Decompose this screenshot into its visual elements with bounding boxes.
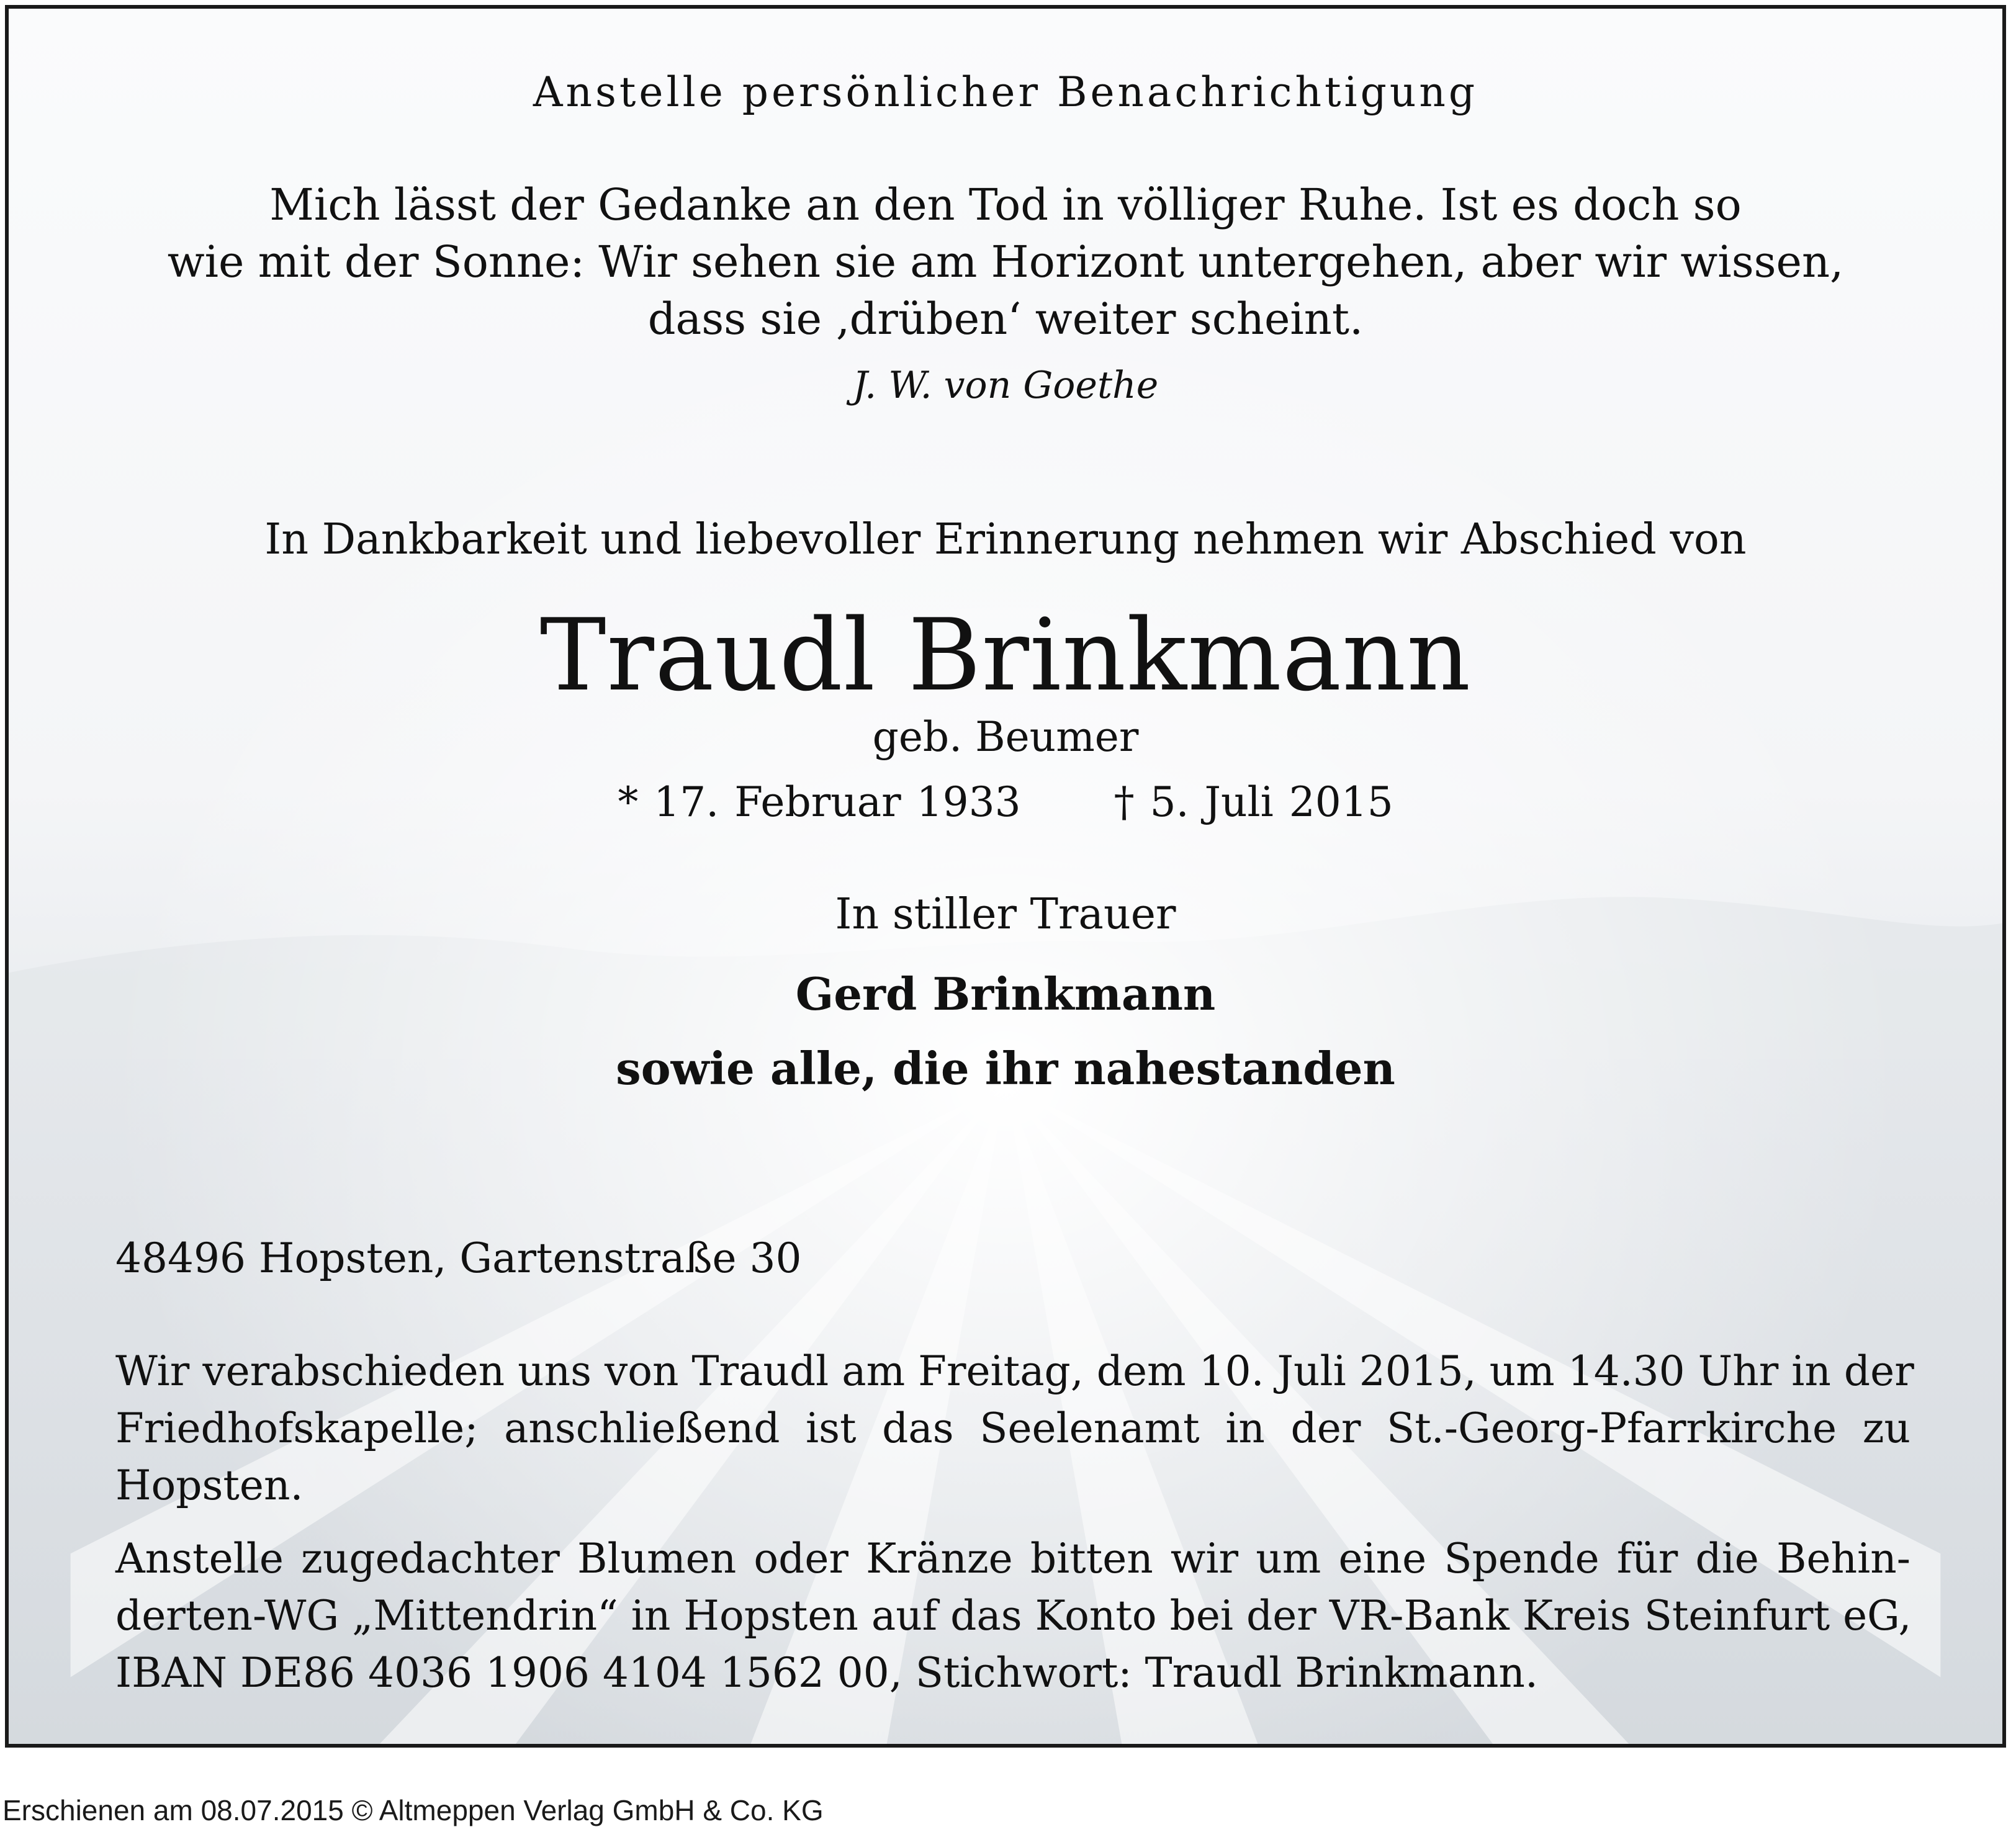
address: 48496 Hopsten, Gartenstraße 30 <box>115 1234 802 1282</box>
birth-date: * 17. Februar 1933 <box>618 778 1021 826</box>
funeral-details <box>115 1343 1914 1514</box>
mourner-name: Gerd Brinkmann <box>795 968 1216 1020</box>
quote-line: dass sie ‚drüben‘ weiter scheint. <box>647 294 1364 344</box>
funeral-line: Wir verabschieden uns von Traudl am Freitag, dem 10. Juli 2015, um 14.30 Uhr in der <box>115 1347 1914 1395</box>
intro-line: Anstelle persönlicher Benachrichtigung <box>533 68 1478 116</box>
mourners-others: sowie alle, die ihr nahestanden <box>616 1042 1395 1095</box>
quote-author: J. W. von Goethe <box>852 364 1159 407</box>
quote-line: wie mit der Sonne: Wir sehen sie am Horizont untergehen, aber wir wissen, <box>167 236 1844 287</box>
donation-line: derten-WG „Mittendrin“ in Hopsten auf das Konto bei der VR-Bank Kreis Steinfurt eG, <box>115 1592 1912 1640</box>
maiden-name: geb. Beumer <box>872 713 1139 761</box>
life-dates <box>9 778 2002 826</box>
deceased-name: Traudl Brinkmann <box>539 597 1472 713</box>
funeral-line: Friedhofskapelle; anschließend ist das Seelenamt in der St.-Georg-Pfarrkirche zu <box>115 1404 1910 1452</box>
death-date: † 5. Juli 2015 <box>1114 778 1393 826</box>
funeral-line: Hopsten. <box>115 1462 304 1509</box>
notice-content <box>9 9 2002 1744</box>
publication-footer: Erschienen am 08.07.2015 © Altmeppen Verlag GmbH & Co. KG <box>2 1794 824 1826</box>
goethe-quote <box>9 176 2002 348</box>
quote-line: Mich lässt der Gedanke an den Tod in völliger Ruhe. Ist es doch so <box>269 179 1742 230</box>
thanks-line: In Dankbarkeit und liebevoller Erinnerung nehmen wir Abschied von <box>264 515 1747 564</box>
obituary-notice <box>5 5 2006 1748</box>
mourning-label: In stiller Trauer <box>835 890 1176 939</box>
donation-request <box>115 1530 1910 1702</box>
donation-line: Anstelle zugedachter Blumen oder Kränze bitten wir um eine Spende für die Behin- <box>115 1535 1910 1583</box>
donation-line: IBAN DE86 4036 1906 4104 1562 00, Stichwort: Traudl Brinkmann. <box>115 1649 1538 1697</box>
